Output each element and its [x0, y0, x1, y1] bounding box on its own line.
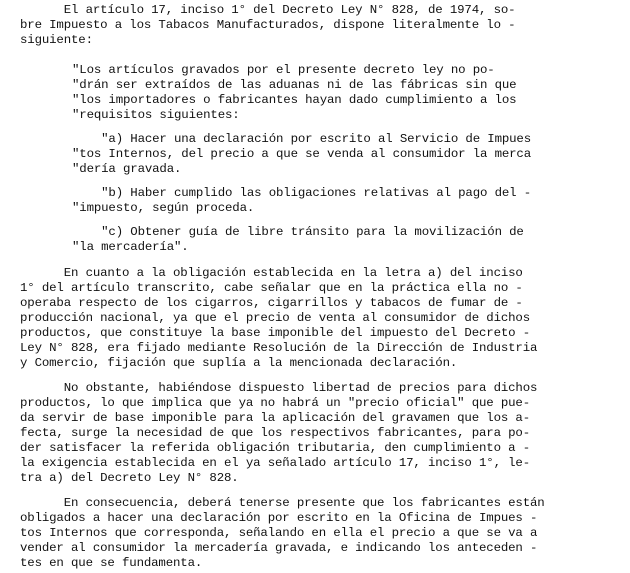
paragraph-2-line-2: 1° del artículo transcrito, cabe señalar que en la práctica ella no -	[20, 281, 523, 295]
paragraph-3-line-2: productos, lo que implica que ya no habrá un "precio oficial" que pue-	[20, 396, 530, 410]
paragraph-2-line-7: y Comercio, fijación que suplía a la mencionada declaración.	[20, 356, 458, 370]
quote-b-line-1: "b) Haber cumplido las obligaciones relativas al pago del -	[72, 186, 531, 200]
paragraph-2-line-6: Ley N° 828, era fijado mediante Resolución de la Dirección de Industria	[20, 341, 538, 355]
paragraph-3-line-3: da servir de base imponible para la aplicación del gravamen que los a-	[20, 411, 530, 425]
paragraph-3-line-1: No obstante, habiéndose dispuesto libertad de precios para dichos	[20, 381, 538, 395]
quote-intro-line-2: "drán ser extraídos de las aduanas ni de las fábricas sin que	[72, 78, 517, 92]
quote-c-line-1: "c) Obtener guía de libre tránsito para la movilización de	[72, 225, 524, 239]
paragraph-3-line-5: der satisfacer la referida obligación tributaria, den cumplimiento a -	[20, 441, 530, 455]
paragraph-4-line-4: vender al consumidor la mercadería gravada, e indicando los anteceden -	[20, 541, 538, 555]
paragraph-2-line-4: producción nacional, ya que el precio de venta al consumidor de dichos	[20, 311, 530, 325]
paragraph-1-line-1: El artículo 17, inciso 1° del Decreto Ley N° 828, de 1974, so-	[20, 3, 516, 17]
paragraph-1-line-3: siguiente:	[20, 33, 93, 47]
paragraph-1-line-2: bre Impuesto a los Tabacos Manufacturados, dispone literalmente lo -	[20, 18, 516, 32]
paragraph-2-line-1: En cuanto a la obligación establecida en la letra a) del inciso	[20, 266, 523, 280]
paragraph-3-line-7: tra a) del Decreto Ley N° 828.	[20, 471, 239, 485]
quote-a-line-1: "a) Hacer una declaración por escrito al Servicio de Impues	[72, 132, 531, 146]
paragraph-3-line-4: fecta, surge la necesidad de que los respectivos fabricantes, para po-	[20, 426, 530, 440]
quote-intro-line-3: "los importadores o fabricantes hayan dado cumplimiento a los	[72, 93, 517, 107]
quote-intro-line-1: "Los artículos gravados por el presente decreto ley no po-	[72, 63, 495, 77]
paragraph-4-line-1: En consecuencia, deberá tenerse presente que los fabricantes están	[20, 496, 545, 510]
quote-a-line-2: "tos Internos, del precio a que se venda al consumidor la merca	[72, 147, 531, 161]
quote-a-line-3: "dería gravada.	[72, 162, 182, 176]
quote-b-line-2: "impuesto, según proceda.	[72, 201, 255, 215]
quote-c-line-2: "la mercadería".	[72, 240, 189, 254]
paragraph-3-line-6: la exigencia establecida en el ya señalado artículo 17, inciso 1°, le-	[20, 456, 530, 470]
paragraph-4-line-5: tes en que se fundamenta.	[20, 556, 203, 570]
paragraph-4-line-2: obligados a hacer una declaración por escrito en la Oficina de Impues -	[20, 511, 538, 525]
paragraph-4-line-3: tos Internos que corresponda, señalando en ella el precio a que se va a	[20, 526, 538, 540]
paragraph-2-line-3: operaba respecto de los cigarros, cigarrillos y tabacos de fumar de -	[20, 296, 523, 310]
quote-intro-line-4: "requisitos siguientes:	[72, 108, 240, 122]
paragraph-2-line-5: productos, que constituye la base imponible del impuesto del Decreto -	[20, 326, 530, 340]
